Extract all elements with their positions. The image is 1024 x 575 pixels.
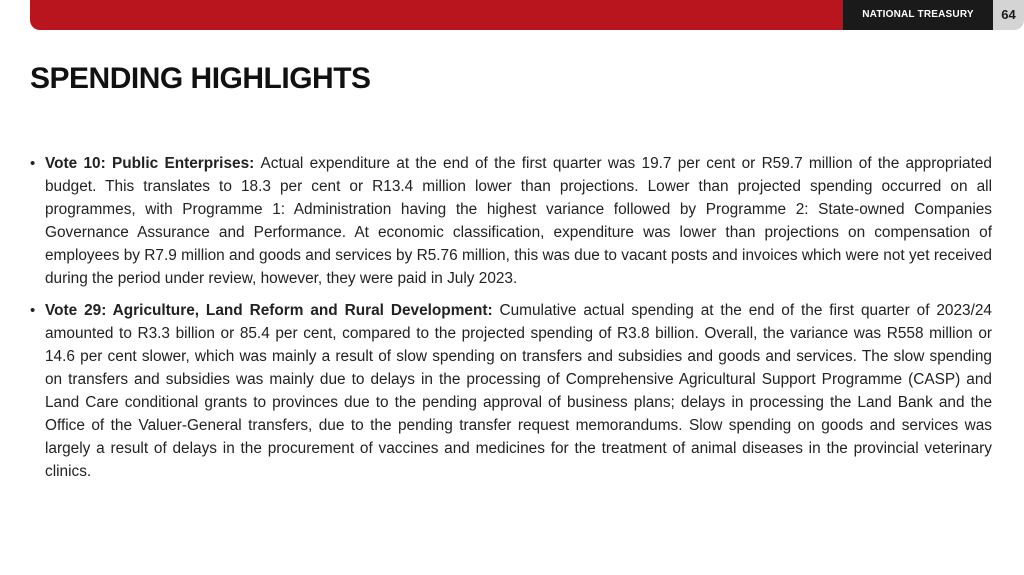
bullet-icon: • [30,302,36,319]
bullet-heading: Vote 29: Agriculture, Land Reform and Rural Development: [45,302,500,319]
bullet-item-vote-10 [30,152,992,290]
bullet-body: Actual expenditure at the end of the first quarter was 19.7 per cent or R59.7 million of the appropriated budget. This translates to 18.3 per cent or R13.4 million lower than projections. Lower than projected spending occurred on all programmes, with Programme 1: Administration having the highest variance followed by Programme 2: State-owned Companies Governance Assurance and Performance. At economic classification, expenditure was lower than projections on compensation of employees by R7.9 million and goods and services by R5.76 million, this was due to vacant posts and invoices which were not yet received during the period under review, however, they were paid in July 2023. [45,155,992,287]
bullet-heading: Vote 10: Public Enterprises: [45,155,261,172]
bullet-list [30,152,992,492]
page-number: 64 [993,0,1024,30]
bullet-item-vote-29 [30,299,992,483]
page-title: SPENDING HIGHLIGHTS [30,62,371,95]
bullet-body: Cumulative actual spending at the end of the first quarter of 2023/24 amounted to R3.3 billion or 85.4 per cent, compared to the projected spending of R3.8 billion. Overall, the variance was R558 million or 14.6 per cent slower, which was mainly a result of slow spending on transfers and subsidies and goods and services. The slow spending on transfers and subsidies was mainly due to delays in the processing of Comprehensive Agricultural Support Programme (CASP) and Land Care conditional grants to provinces due to the pending approval of business plans; delays in processing the Land Bank and the Office of the Valuer-General transfers, due to the pending transfer request memorandums. Slow spending on goods and services was largely a result of delays in the procurement of vaccines and medicines for the treatment of animal diseases in the provincial veterinary clinics. [45,302,992,480]
header-bar [30,0,1016,30]
organization-label: NATIONAL TREASURY [843,0,993,30]
bullet-icon: • [30,155,36,172]
